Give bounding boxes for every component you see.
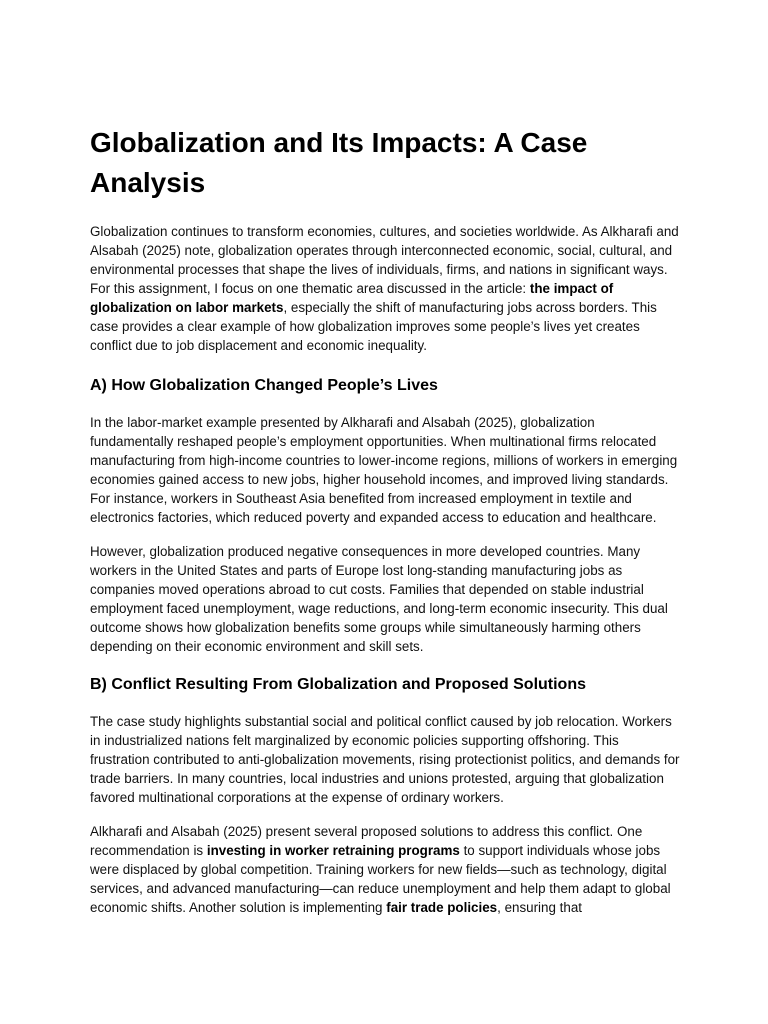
intro-bold-phrase: the impact of globalization on labor markets [90, 281, 614, 315]
section-b-paragraph-1: The case study highlights substantial social and political conflict caused by job relocation. Workers in industrialized nations felt marginalized by economic policies supporting offshoring. This frustration contributed to anti-globalization movements, rising protectionist politics, and demands for trade barriers. In many countries, local industries and unions protested, arguing that globalization favored multinational corporations at the expense of ordinary workers. [90, 714, 680, 805]
document-title: Globalization and Its Impacts: A Case Analysis [90, 127, 588, 198]
section-a-heading: A) How Globalization Changed People’s Lives [90, 377, 438, 394]
section-b-p2-text-1: Alkharafi and Alsabah (2025) present several proposed solutions to address this conflict. One recommendation is [90, 824, 643, 858]
intro-text-end: , especially the shift of manufacturing jobs across borders. This case provides a clear example of how globalization improves some people’s lives yet creates conflict due to job displacement and economic inequality. [90, 300, 657, 353]
intro-paragraph [90, 222, 680, 355]
section-b-p2-text-3: , ensuring that [497, 900, 582, 915]
section-b-p2-bold-1: investing in worker retraining programs [206, 843, 460, 858]
document-page [90, 123, 680, 917]
section-a-paragraph-1: In the labor-market example presented by Alkharafi and Alsabah (2025), globalization fundamentally reshaped people’s employment opportunities. When multinational firms relocated manufacturing from high-income countries to lower-income regions, millions of workers in emerging economies gained access to new jobs, higher household incomes, and improved living standards. For instance, workers in Southeast Asia benefited from increased employment in textile and electronics factories, which reduced poverty and expanded access to education and healthcare. [90, 415, 678, 525]
section-b-heading: B) Conflict Resulting From Globalization and Proposed Solutions [90, 676, 586, 693]
intro-text-start: Globalization continues to transform economies, cultures, and societies worldwide. As Alkharafi and Alsabah (2025) note, globalization operates through interconnected economic, social, cultural, and environmental processes that shape the lives of individuals, firms, and nations in significant ways. For this assignment, I focus on one thematic area discussed in the article: [90, 224, 679, 296]
section-b-paragraph-2 [90, 822, 680, 917]
section-b-p2-text-2: to support individuals whose jobs were displaced by global competition. Training workers for new fields—such as technology, digital services, and advanced manufacturing—can reduce unemployment and help them adapt to global economic shifts. Another solution is implementing [90, 843, 671, 915]
section-b-p2-bold-2: fair trade policies [386, 900, 498, 915]
section-a-paragraph-2: However, globalization produced negative consequences in more developed countries. Many workers in the United States and parts of Europe lost long-standing manufacturing jobs as companies moved operations abroad to cut costs. Families that depended on stable industrial employment faced unemployment, wage reductions, and long-term economic insecurity. This dual outcome shows how globalization benefits some groups while simultaneously harming others depending on their economic environment and skill sets. [90, 544, 668, 654]
